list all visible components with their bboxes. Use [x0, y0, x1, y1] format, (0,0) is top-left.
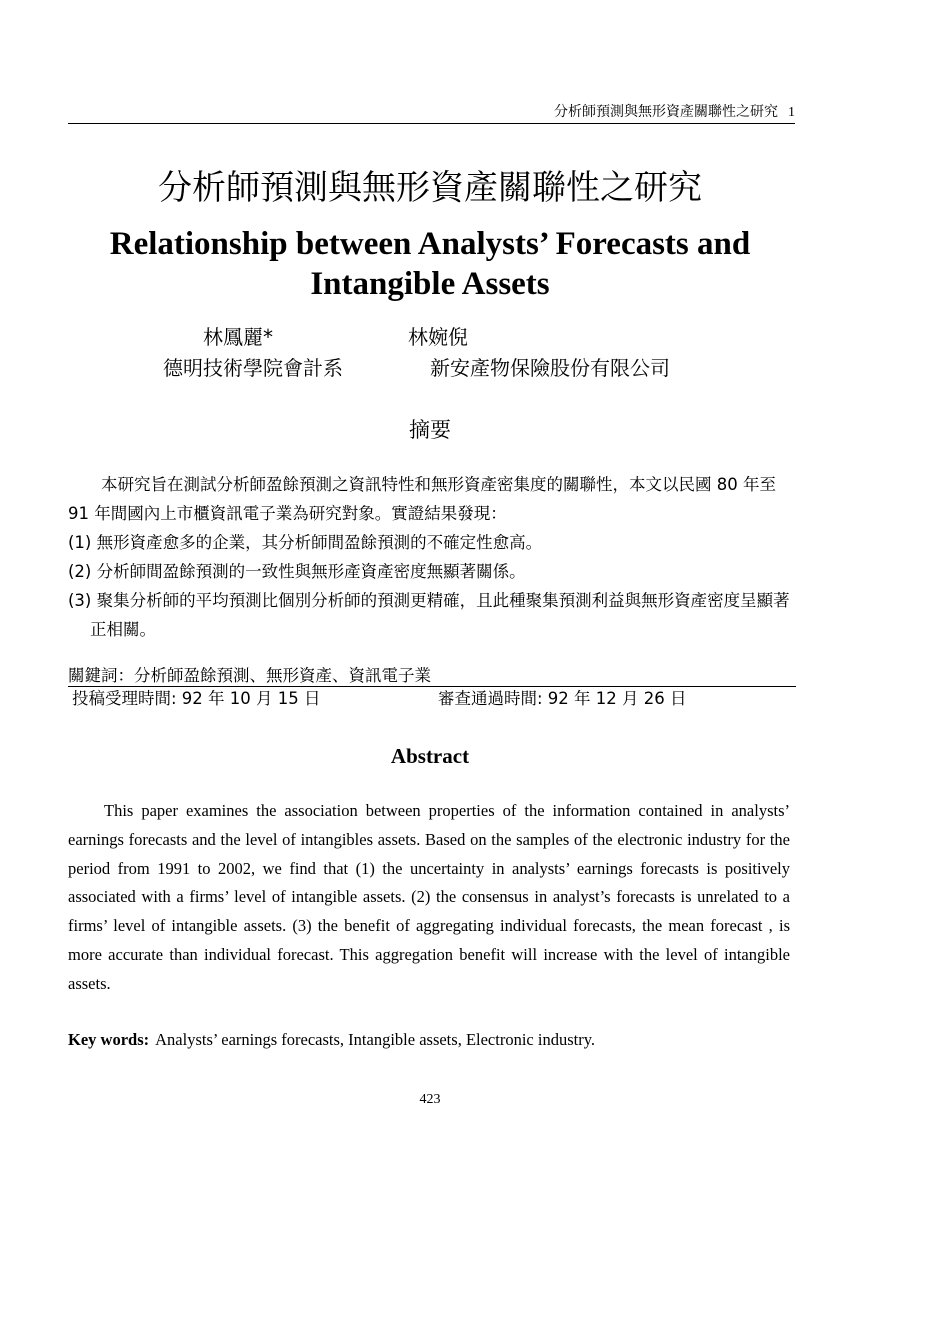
abstract-zh-item-1: (1) 無形資產愈多的企業，其分析師間盈餘預測的不確定性愈高。 — [68, 533, 543, 552]
author-2-name: 林婉倪 — [408, 325, 468, 349]
accepted-date: 審查通過時間: 92 年 12 月 26 日 — [438, 689, 687, 708]
keywords-en-text: Analysts’ earnings forecasts, Intangible assets, Electronic industry. — [155, 1030, 596, 1049]
abstract-en-heading: Abstract — [390, 744, 470, 768]
author-2-affiliation: 新安產物保險股份有限公司 — [430, 356, 670, 380]
received-date: 投稿受理時間: 92 年 10 月 15 日 — [72, 689, 321, 708]
abstract-zh-intro: 本研究旨在測試分析師盈餘預測之資訊特性和無形資產密集度的關聯性，本文以民國 80 年至 91 年間國內上市櫃資訊電子業為研究對象。實證結果發現： — [68, 475, 776, 523]
abstract-zh-item-2: (2) 分析師間盈餘預測的一致性與無形產資產密度無顯著關係。 — [68, 562, 526, 581]
keywords-zh: 關鍵詞：分析師盈餘預測、無形資產、資訊電子業 — [68, 666, 796, 687]
abstract-zh-heading: 摘要 — [409, 418, 451, 442]
title-english-line1: Relationship between Analysts’ Forecasts and — [109, 226, 751, 262]
abstract-zh-item-3: (3) 聚集分析師的平均預測比個別分析師的預測更精確，且此種聚集預測利益與無形資產密度呈顯著正相關。 — [68, 591, 790, 639]
header-page-number: 1 — [788, 105, 795, 120]
keywords-en — [68, 1029, 792, 1051]
abstract-zh-body — [68, 470, 792, 644]
keywords-en-label: Key words: — [68, 1030, 150, 1049]
title-english — [0, 224, 860, 304]
abstract-en-body: This paper examines the association between properties of the information contained in analysts’ earnings forecasts and the level of intangibles assets. Based on the samples of the electronic industry for the period from 1991 to 2002, we find that (1) the uncertainty in analysts’ earnings forecasts is positively associated with a firms’ level of intangible assets. (2) the consensus in analyst’s forecasts is unrelated to a firms’ level of intangible assets. (3) the benefit of aggregating individual forecasts, the mean forecast , is more accurate than individual forecast. This aggregation benefit will increase with the level of intangible assets. — [68, 801, 790, 993]
title-chinese: 分析師預測與無形資產關聯性之研究 — [158, 168, 702, 208]
running-title: 分析師預測與無形資產關聯性之研究 — [554, 104, 778, 120]
footer-page-number: 423 — [419, 1092, 441, 1107]
author-1-affiliation: 德明技術學院會計系 — [163, 356, 343, 380]
title-english-line2: Intangible Assets — [310, 266, 550, 302]
running-header — [68, 104, 795, 124]
author-1-name: 林鳳麗* — [203, 325, 273, 349]
